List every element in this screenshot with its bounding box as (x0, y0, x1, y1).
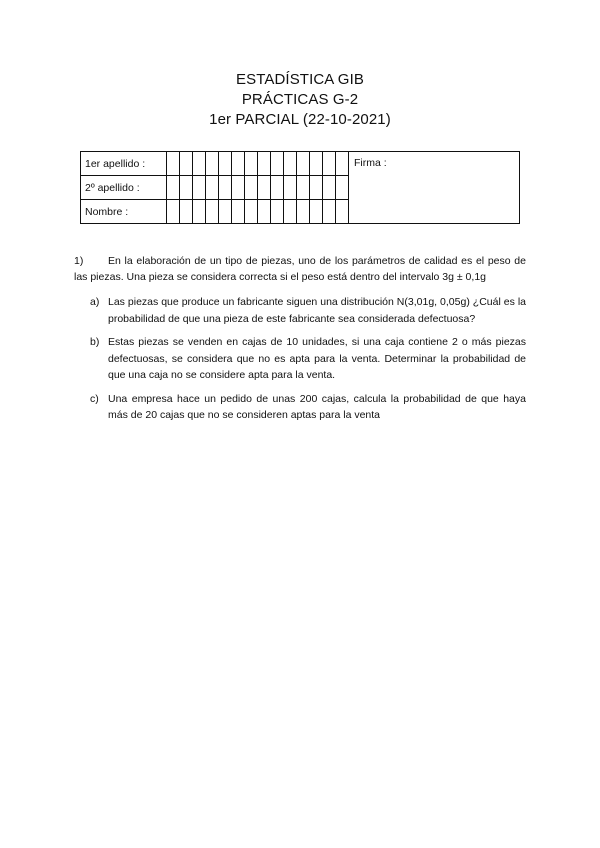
letter-box[interactable] (232, 152, 245, 176)
letter-box[interactable] (245, 176, 258, 200)
letter-box[interactable] (206, 176, 219, 200)
item-marker: a) (90, 296, 100, 308)
letter-box[interactable] (167, 152, 180, 176)
question-item-b (90, 334, 526, 384)
question-item-c (90, 391, 526, 424)
letter-box[interactable] (206, 152, 219, 176)
letter-box[interactable] (167, 176, 180, 200)
signature-field[interactable] (349, 152, 520, 224)
question-number: 1) (74, 255, 84, 267)
question-item-a (90, 294, 526, 327)
exam-title: 1er PARCIAL (22-10-2021) (209, 111, 391, 128)
question-text: En la elaboración de un tipo de piezas, uno de los parámetros de calidad es el peso de las piezas. Una pieza se considera correcta si el peso está dentro del intervalo 3g ± 0,1g (74, 255, 526, 283)
question-1 (74, 253, 526, 285)
letter-box[interactable] (323, 152, 336, 176)
letter-box[interactable] (310, 152, 323, 176)
apellido2-label: 2º apellido : (81, 176, 167, 200)
student-info-form (80, 151, 520, 224)
letter-box[interactable] (310, 200, 323, 224)
letter-box[interactable] (297, 200, 310, 224)
letter-box[interactable] (271, 176, 284, 200)
letter-box[interactable] (193, 176, 206, 200)
item-text: Una empresa hace un pedido de unas 200 cajas, calcula la probabilidad de que haya más de 20 cajas que no se consideren aptas para la venta (108, 392, 526, 421)
letter-box[interactable] (284, 152, 297, 176)
letter-box[interactable] (219, 200, 232, 224)
apellido1-row (81, 152, 520, 176)
exam-header (0, 70, 600, 130)
letter-box[interactable] (284, 200, 297, 224)
item-marker: b) (90, 336, 100, 348)
letter-box[interactable] (297, 176, 310, 200)
question-items (90, 294, 526, 431)
letter-box[interactable] (258, 200, 271, 224)
nombre-label: Nombre : (81, 200, 167, 224)
letter-box[interactable] (206, 200, 219, 224)
letter-box[interactable] (271, 152, 284, 176)
letter-box[interactable] (336, 152, 349, 176)
firma-label: Firma : (354, 157, 387, 169)
letter-box[interactable] (180, 152, 193, 176)
letter-box[interactable] (258, 152, 271, 176)
item-text: Estas piezas se venden en cajas de 10 unidades, si una caja contiene 2 o más piezas defectuosas, se considera que no es apta para la venta. Determinar la probabilidad de que una caja no se considere apta para la venta. (108, 336, 526, 381)
letter-box[interactable] (167, 200, 180, 224)
letter-box[interactable] (245, 200, 258, 224)
letter-box[interactable] (232, 200, 245, 224)
letter-box[interactable] (323, 176, 336, 200)
letter-box[interactable] (310, 176, 323, 200)
letter-box[interactable] (193, 200, 206, 224)
letter-box[interactable] (193, 152, 206, 176)
letter-box[interactable] (219, 176, 232, 200)
apellido1-label: 1er apellido : (81, 152, 167, 176)
letter-box[interactable] (297, 152, 310, 176)
letter-box[interactable] (232, 176, 245, 200)
letter-box[interactable] (323, 200, 336, 224)
letter-box[interactable] (180, 176, 193, 200)
letter-box[interactable] (336, 200, 349, 224)
letter-box[interactable] (219, 152, 232, 176)
letter-box[interactable] (258, 176, 271, 200)
practice-group: PRÁCTICAS G-2 (241, 91, 359, 108)
letter-box[interactable] (180, 200, 193, 224)
item-text: Las piezas que produce un fabricante siguen una distribución N(3,01g, 0,05g) ¿Cuál es la probabilidad de que una pieza de este fabricante sea considerada defectuosa? (108, 296, 526, 325)
letter-box[interactable] (336, 176, 349, 200)
letter-box[interactable] (284, 176, 297, 200)
letter-box[interactable] (245, 152, 258, 176)
item-marker: c) (90, 392, 99, 405)
course-title: ESTADÍSTICA GIB (236, 71, 364, 88)
letter-box[interactable] (271, 200, 284, 224)
